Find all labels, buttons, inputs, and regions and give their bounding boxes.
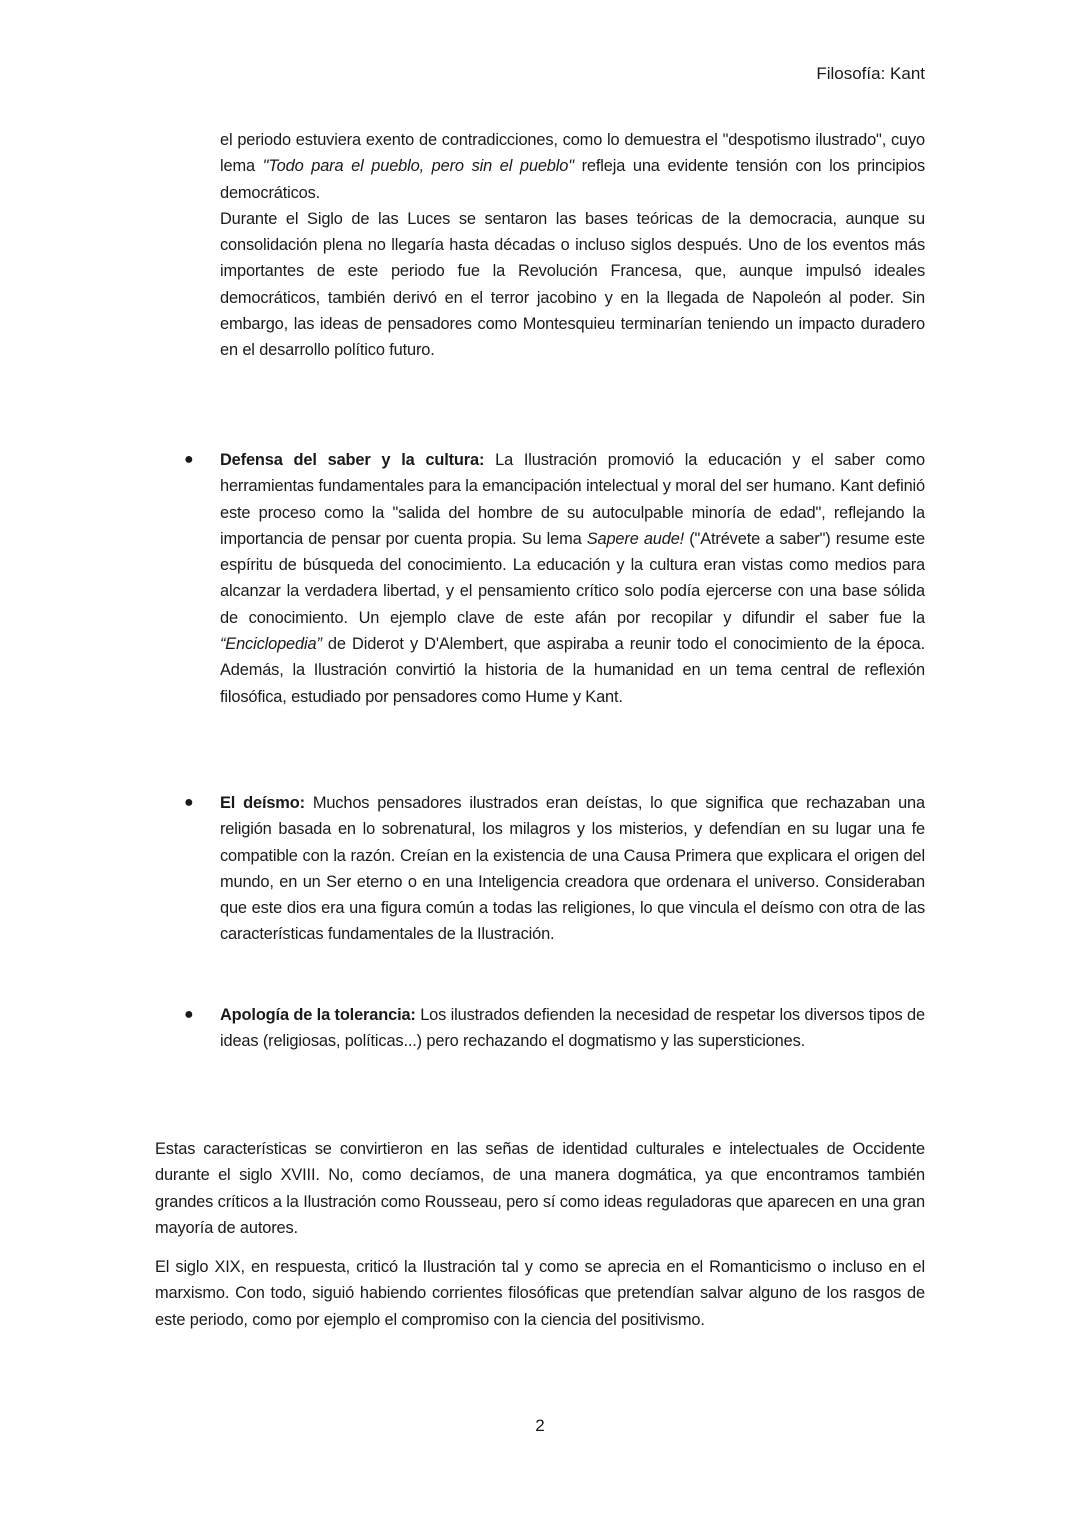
text: La Ilustración promovió la educación y el saber como herramientas fundamentales para la emancipación intelectual y moral del ser humano. Kant definió este proceso como la "salida del hombre de su autoculpable minoría de edad", reflejando la importancia de pensar por cuenta propia. Su lema [220,451,925,548]
text: ("Atrévete a saber") resume este espíritu de búsqueda del conocimiento. La educación y la cultura eran vistas como medios para alcanzar la verdadera libertad, y el pensamiento crítico solo podía ejercerse con una base sólida de conocimiento. Un ejemplo clave de este afán por recopilar y difundir el saber fue la [220,529,925,627]
list-item [184,790,925,948]
text: Muchos pensadores ilustrados eran deístas, lo que significa que rechazaban una religión basada en lo sobrenatural, los milagros y los misterios, y defendían en su lugar una fe compatible con la razón. Creían en la existencia de una Causa Primera que explicara el origen del mundo, en un Ser eterno o en una Inteligencia creadora que ordenara el universo. Consideraban que este dios era una figura común a todas las religiones, lo que vincula el deísmo con otra de las características fundamentales de la Ilustración. [220,794,925,944]
list-item-title: Apología de la tolerancia: [220,1006,416,1024]
page-number: 2 [535,1416,545,1435]
paragraph: Estas características se convirtieron en las señas de identidad culturales e intelectuales de Occidente durante el siglo XVIII. No, como decíamos, de una manera dogmática, ya que encontramos también grandes críticos a la Ilustración como Rousseau, pero sí como ideas reguladoras que aparecen en una gran mayoría de autores. [155,1140,925,1237]
list-item-title: Defensa del saber y la cultura: [220,451,485,469]
paragraph: El siglo XIX, en respuesta, criticó la Ilustración tal y como se aprecia en el Romanticismo o incluso en el marxismo. Con todo, siguió habiendo corrientes filosóficas que pretendían salvar alguno de los rasgos de este periodo, como por ejemplo el compromiso con la ciencia del positivismo. [155,1258,925,1329]
text: Los ilustrados defienden la necesidad de respetar los diversos tipos de ideas (religiosas, políticas...) pero rechazando el dogmatismo y las supersticiones. [220,1006,925,1051]
text: refleja una evidente tensión con los principios democráticos. [220,157,925,202]
italic-text: “Enciclopedia” [220,635,322,654]
list-item [184,447,925,710]
italic-text: Sapere aude! [586,529,685,548]
bullet-icon: ● [184,1006,194,1023]
text: el periodo estuviera exento de contradicciones, como lo demuestra el "despotismo ilustrado", cuyo lema [220,131,925,176]
text: de Diderot y D'Alembert, que aspiraba a reunir todo el conocimiento de la época. Además, la Ilustración convirtió la historia de la humanidad en un tema central de reflexión filosófica, estudiado por pensadores como Hume y Kant. [220,635,925,706]
text: Durante el Siglo de las Luces se sentaron las bases teóricas de la democracia, aunque su consolidación plena no llegaría hasta décadas o incluso siglos después. Uno de los eventos más importantes de este periodo fue la Revolución Francesa, que, aunque impulsó ideales democráticos, también derivó en el terror jacobino y en la llegada de Napoleón al poder. Sin embargo, las ideas de pensadores como Montesquieu terminarían teniendo un impacto duradero en el desarrollo político futuro. [220,209,925,360]
list-item [184,1002,925,1055]
page-header: Filosofía: Kant [816,64,925,83]
bullet-icon: ● [184,451,194,468]
list-item-title: El deísmo: [220,794,305,812]
continuation-paragraph [220,127,925,364]
quote: "Todo para el pueblo, pero sin el pueblo" [262,157,574,176]
bullet-icon: ● [184,794,194,811]
